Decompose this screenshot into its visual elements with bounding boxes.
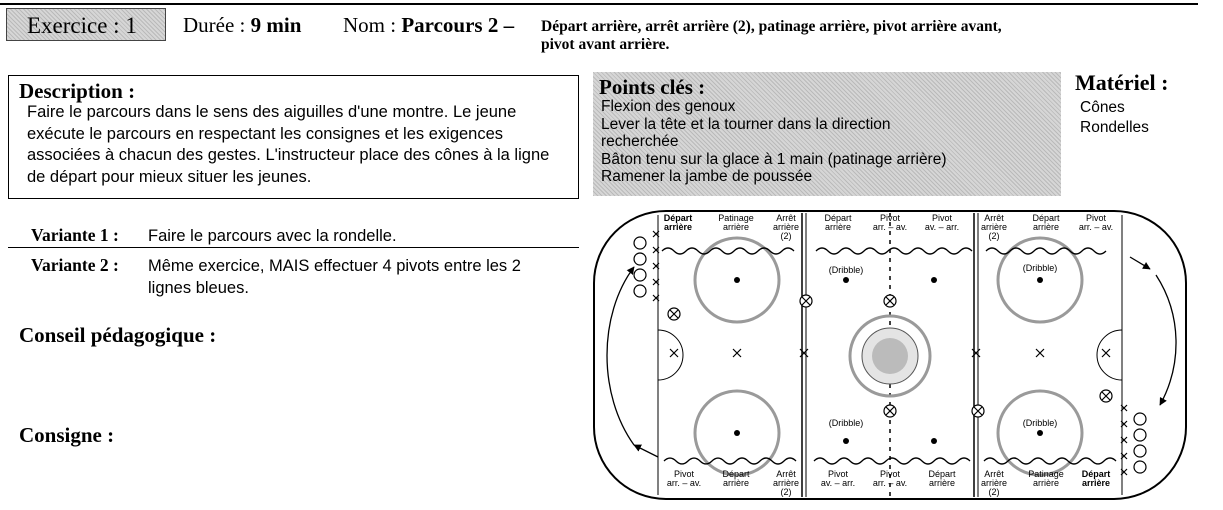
rink-bottom-label: Pivot av. – arr. (820, 469, 856, 488)
dribble-label: (Dribble) (1022, 263, 1058, 273)
key-point-item: Ramener la jambe de poussée (601, 168, 813, 185)
rink-top-label: Départ arrière (663, 213, 693, 232)
rink-bottom-label: Pivot arr. – av. (872, 469, 908, 488)
key-point-item: recherchée (601, 133, 679, 150)
rink-top-label: Départ arrière (1032, 213, 1060, 232)
equipment-list (1080, 98, 1149, 138)
rink-bottom-label: Départ arrière (722, 469, 750, 488)
description-text: Faire le parcours dans le sens des aiguilles d'une montre. Le jeune exécute le parcours en respectant les consignes et les exigences associées à chacun des gestes. L'instructeur place des cônes à la ligne de départ pour mieux situer les jeunes. (27, 103, 550, 186)
rink-bottom-label: Départ arrière (928, 469, 956, 488)
center-logo (862, 328, 918, 384)
description-title: Description : (19, 79, 136, 103)
rink-top-label: Pivot arr. – av. (872, 213, 908, 232)
rink-top-label: Arrêt arrière (2) (772, 213, 800, 241)
rink-top-label: Départ arrière (824, 213, 852, 232)
rink-bottom-label: Arrêt arrière (2) (980, 469, 1008, 497)
key-point-item: Bâton tenu sur la glace à 1 main (patinage arrière) (601, 150, 947, 168)
equipment-title: Matériel : (1075, 70, 1169, 95)
key-points-list (601, 98, 1056, 186)
rink-top-label: Arrêt arrière (2) (980, 213, 1008, 241)
dribble-label: (Dribble) (828, 418, 864, 428)
dribble-label: (Dribble) (828, 265, 864, 275)
exercise-number-badge: Exercice : 1 (6, 8, 166, 41)
rink-bottom-label: Départ arrière (1081, 469, 1111, 488)
name-label: Nom : (343, 13, 402, 37)
name-title: Parcours 2 – (401, 13, 515, 37)
instruction-title: Consigne : (19, 423, 115, 447)
exercise-name (343, 13, 514, 38)
rink-bottom-label: Arrêt arrière (2) (772, 469, 800, 497)
top-rule (0, 3, 1198, 5)
rink-bottom-label: Pivot arr. – av. (666, 469, 702, 488)
rink-top-label: Pivot av. – arr. (924, 213, 960, 232)
key-point-item: Flexion des genoux (601, 98, 736, 115)
rink-top-label: Patinage arrière (718, 213, 754, 232)
duration-label: Durée : (183, 13, 251, 37)
dribble-label: (Dribble) (1022, 418, 1058, 428)
key-points-title: Points clés : (599, 75, 706, 99)
variant-2-text: Même exercice, MAIS effectuer 4 pivots entre les 2 lignes bleues. (148, 257, 521, 297)
hockey-rink-diagram (590, 205, 1190, 505)
variant-1-text: Faire le parcours avec la rondelle. (148, 227, 397, 245)
variant-divider (8, 247, 579, 248)
name-detail-line2: pivot avant arrière. (541, 36, 670, 53)
rink-top-label: Pivot arr. – av. (1078, 213, 1114, 232)
pedagogical-advice-title: Conseil pédagogique : (19, 323, 217, 347)
equipment-item: Cônes (1080, 99, 1125, 116)
variant-2-label: Variante 2 : (31, 255, 119, 275)
variant-1-label: Variante 1 : (31, 225, 119, 245)
key-point-item: Lever la tête et la tourner dans la direction (601, 115, 891, 133)
rink-bottom-label: Patinage arrière (1028, 469, 1064, 488)
duration-value: 9 min (250, 13, 302, 37)
duration (183, 13, 301, 38)
equipment-item: Rondelles (1080, 119, 1149, 136)
name-detail-line1: Départ arrière, arrêt arrière (2), patinage arrière, pivot arrière avant, (541, 18, 1002, 35)
